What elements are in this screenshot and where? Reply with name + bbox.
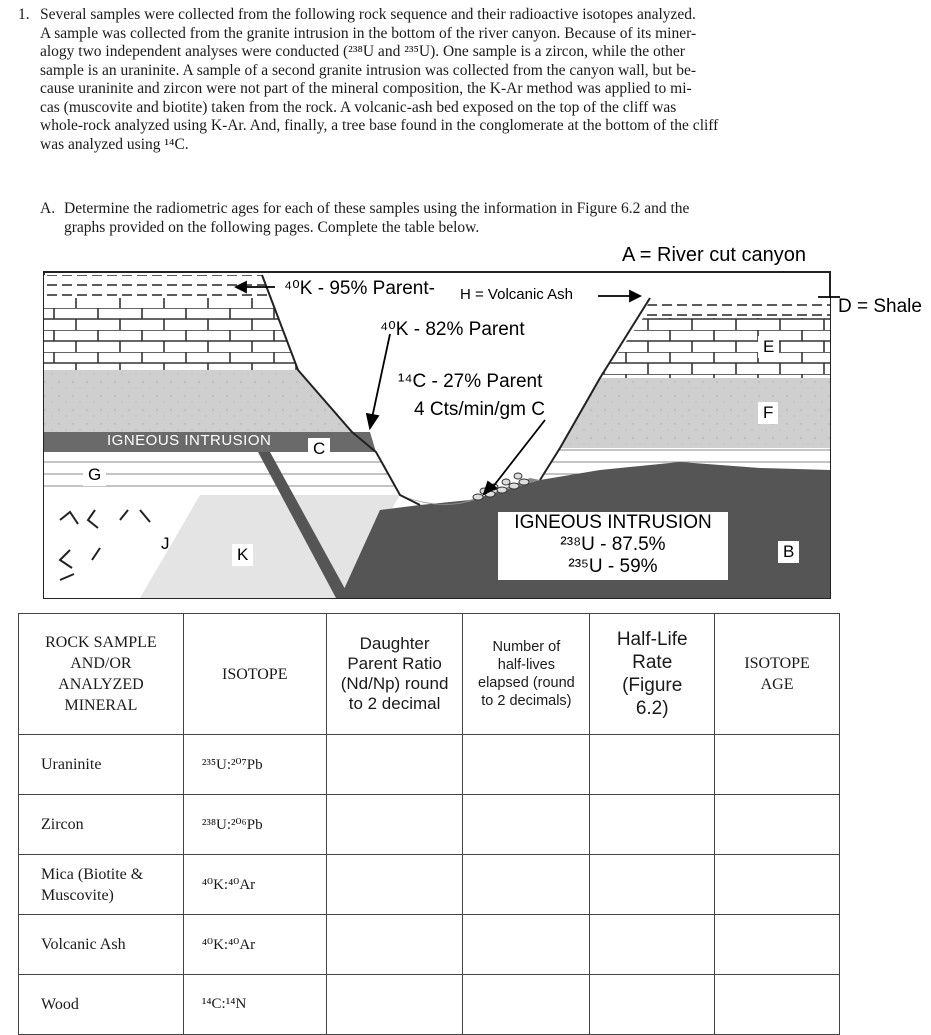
half-lives-answer-cell[interactable]	[463, 975, 590, 1035]
table-row	[19, 735, 840, 795]
label-shale: D = Shale	[838, 296, 922, 317]
table-row	[19, 915, 840, 975]
age-answer-cell[interactable]	[715, 795, 840, 855]
age-answer-cell[interactable]	[715, 915, 840, 975]
label-j: J	[161, 534, 170, 553]
table-row	[19, 795, 840, 855]
label-c: C	[308, 438, 330, 460]
label-f: F	[758, 402, 778, 424]
label-k: K	[232, 544, 253, 566]
question-line: cas (muscovite and biotite) taken from the rock. A volcanic-ash bed exposed on the top of the cliff was	[40, 98, 677, 116]
label-k40-82: ⁴⁰K - 82% Parent	[380, 319, 525, 340]
sample-cell: Volcanic Ash	[19, 915, 184, 975]
header-ratio: Daughter Parent Ratio (Nd/Np) round to 2 decimal	[326, 614, 463, 735]
sample-cell: Zircon	[19, 795, 184, 855]
label-g: G	[83, 464, 106, 486]
question-line: Several samples were collected from the following rock sequence and their radioactive isotopes analyzed.	[40, 6, 696, 23]
half-lives-answer-cell[interactable]	[463, 915, 590, 975]
label-u235: ²³⁵U - 59%	[568, 556, 658, 577]
label-c14-parent: ¹⁴C - 27% Parent	[398, 371, 543, 392]
question-line: alogy two independent analyses were conducted (²³⁸U and ²³⁵U). One sample is a zircon, while the other	[40, 43, 685, 60]
igneous-intrusion-box	[498, 512, 728, 580]
sample-cell: Uraninite	[19, 735, 184, 795]
half-life-answer-cell[interactable]	[590, 975, 715, 1035]
isotope-cell: ¹⁴C:¹⁴N	[183, 975, 326, 1035]
label-e: E	[758, 336, 779, 358]
age-answer-cell[interactable]	[715, 855, 840, 915]
label-counts: 4 Cts/min/gm C	[414, 399, 545, 420]
label-u238: ²³⁸U - 87.5%	[560, 534, 666, 555]
question-number: 1.	[18, 6, 30, 23]
half-life-answer-cell[interactable]	[590, 855, 715, 915]
sample-cell: Wood	[19, 975, 184, 1035]
sample-cell: Mica (Biotite & Muscovite)	[19, 855, 184, 915]
header-half-life-rate: Half-Life Rate (Figure 6.2)	[590, 614, 715, 735]
part-a-line: Determine the radiometric ages for each of these samples using the information in Figure 6.2 and the	[64, 200, 690, 217]
label-river-canyon: A = River cut canyon	[622, 244, 806, 266]
part-a-label: A.	[40, 200, 56, 217]
half-lives-answer-cell[interactable]	[463, 735, 590, 795]
half-life-answer-cell[interactable]	[590, 915, 715, 975]
part-a-line: graphs provided on the following pages. Complete the table below.	[64, 218, 480, 236]
label-igneous-intrusion-sill: IGNEOUS INTRUSION	[104, 432, 274, 449]
half-life-answer-cell[interactable]	[590, 735, 715, 795]
isotope-cell: ⁴⁰K:⁴⁰Ar	[183, 855, 326, 915]
label-volcanic-ash: H = Volcanic Ash	[460, 286, 573, 303]
isotope-cell: ⁴⁰K:⁴⁰Ar	[183, 915, 326, 975]
ratio-answer-cell[interactable]	[326, 855, 463, 915]
question-line: whole-rock analyzed using K-Ar. And, finally, a tree base found in the conglomerate at the bottom of the cliff	[40, 117, 719, 134]
ratio-answer-cell[interactable]	[326, 795, 463, 855]
half-life-answer-cell[interactable]	[590, 795, 715, 855]
igneous-intrusion-title: IGNEOUS INTRUSION	[514, 512, 712, 533]
isotope-cell: ²³⁵U:²⁰⁷Pb	[183, 735, 326, 795]
header-isotope: ISOTOPE	[183, 614, 326, 735]
age-answer-cell[interactable]	[715, 735, 840, 795]
half-lives-answer-cell[interactable]	[463, 855, 590, 915]
isotope-age-table	[18, 613, 840, 1035]
ratio-answer-cell[interactable]	[326, 735, 463, 795]
header-half-lives: Number of half-lives elapsed (round to 2 decimals)	[463, 614, 590, 735]
question-line: sample is an uraninite. A sample of a second granite intrusion was collected from the canyon wall, but be-	[40, 61, 696, 79]
isotope-cell: ²³⁸U:²⁰⁶Pb	[183, 795, 326, 855]
label-b: B	[778, 541, 799, 563]
question-line: cause uraninite and zircon were not part of the mineral composition, the K-Ar method was applied to mi-	[40, 80, 692, 97]
ratio-answer-cell[interactable]	[326, 915, 463, 975]
table-header-row	[19, 614, 840, 735]
label-k40-95: ⁴⁰K - 95% Parent-	[284, 278, 435, 299]
table-row	[19, 855, 840, 915]
question-line: A sample was collected from the granite intrusion in the bottom of the river canyon. Because of its miner-	[40, 24, 697, 42]
table-row	[19, 975, 840, 1035]
ratio-answer-cell[interactable]	[326, 975, 463, 1035]
header-rock-sample: ROCK SAMPLE AND/OR ANALYZED MINERAL	[19, 614, 184, 735]
question-line: was analyzed using ¹⁴C.	[40, 135, 189, 153]
header-isotope-age: ISOTOPE AGE	[715, 614, 840, 735]
age-answer-cell[interactable]	[715, 975, 840, 1035]
half-lives-answer-cell[interactable]	[463, 795, 590, 855]
